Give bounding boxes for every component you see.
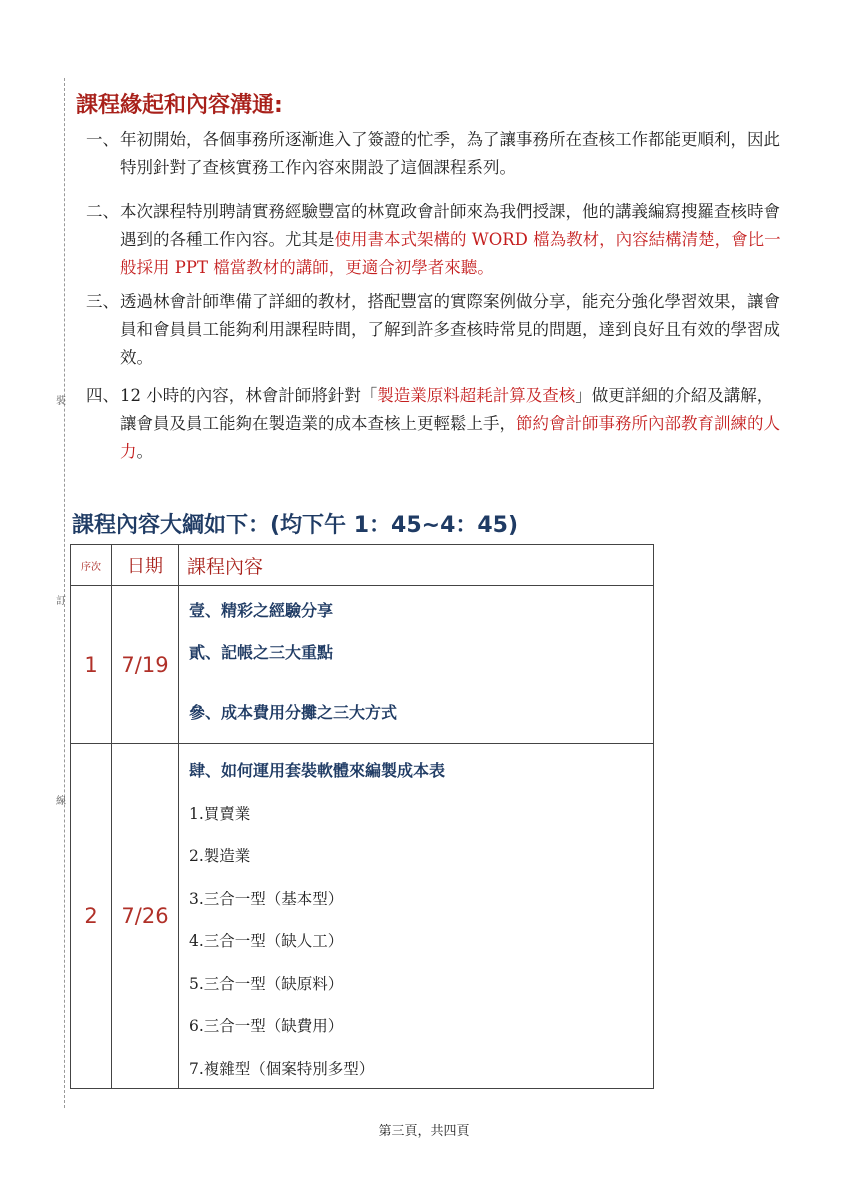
highlighted-text: 製造業原料超耗計算及查核 [377, 386, 576, 405]
seq-cell: 1 [71, 586, 112, 744]
intro-paragraph [86, 126, 788, 182]
section2-title: 課程內容大綱如下：(均下午 1：45~4：45) [72, 513, 519, 538]
date-cell: 7/19 [112, 586, 179, 744]
course-topic: 壹、精彩之經驗分享 [189, 601, 334, 620]
course-subtopic: 2.製造業 [189, 847, 251, 865]
paragraph-text [86, 382, 788, 466]
header-seq: 序次 [71, 545, 112, 586]
text-segment: 透過林會計師準備了詳細的教材，搭配豐富的實際案例做分享，能充分強化學習效果，讓會員和會員員工能夠利用課程時間，了解到許多查核時常見的問題，達到良好且有效的學習成效。 [120, 292, 780, 367]
page-footer: 第三頁，共四頁 [378, 1124, 470, 1139]
course-topic: 參、成本費用分攤之三大方式 [189, 703, 398, 722]
highlighted-text: 節約會計師事務所內部教育訓練的人力 [120, 414, 780, 461]
seq-cell: 2 [71, 744, 112, 1089]
table-header-row [71, 545, 654, 586]
course-subtopic: 4.三合一型（缺人工） [189, 932, 344, 950]
paragraph-number: 三、 [86, 292, 119, 311]
paragraph-number: 一、 [86, 130, 119, 149]
course-subtopic: 5.三合一型（缺原料） [189, 974, 344, 993]
intro-paragraph [86, 288, 788, 372]
text-segment: 」做更詳細的介紹及講解，讓會員及員工能夠在製造業的成本查核上更輕鬆上手， [120, 386, 774, 433]
course-topic: 貳、記帳之三大重點 [189, 643, 334, 662]
course-outline-table [70, 544, 654, 1089]
text-segment: 年初開始，各個事務所逐漸進入了簽證的忙季，為了讓事務所在查核工作都能更順利，因此特別針對了查核實務工作內容來開設了這個課程系列。 [120, 130, 780, 177]
text-segment: 。 [136, 442, 153, 461]
course-subtopic: 1.買賣業 [189, 804, 251, 823]
paragraph-number: 四、 [86, 386, 119, 405]
section1-title: 課程緣起和內容溝通: [76, 93, 283, 118]
header-date: 日期 [112, 545, 179, 586]
course-subtopic: 7.複雜型（個案特別多型） [189, 1059, 375, 1078]
content-cell [179, 744, 654, 1089]
table-row [71, 744, 654, 1089]
table-body [71, 586, 654, 1089]
paragraph-number: 二、 [86, 202, 119, 221]
paragraph-text [86, 126, 788, 182]
paragraph-text [86, 198, 788, 282]
highlighted-text: 使用書本式架構的 WORD 檔為教材，內容結構清楚，會比一般採用 PPT 檔當教材的講師，更適合初學者來聽。 [120, 230, 781, 277]
course-topic: 肆、如何運用套裝軟體來編製成本表 [189, 761, 446, 780]
binding-mark-ding: 訂 [56, 596, 66, 607]
text-segment: 12 小時的內容，林會計師將針對「 [120, 386, 378, 405]
content-cell [179, 586, 654, 744]
intro-paragraph [86, 382, 788, 466]
intro-paragraph [86, 198, 788, 282]
binding-mark-zhuang: 裝 [56, 396, 66, 407]
table-row [71, 586, 654, 744]
course-subtopic: 3.三合一型（基本型） [189, 889, 344, 908]
course-subtopic: 6.三合一型（缺費用） [189, 1017, 344, 1035]
paragraph-text [86, 288, 788, 372]
date-cell: 7/26 [112, 744, 179, 1089]
binding-mark-xian: 線 [56, 796, 66, 807]
text-segment: 本次課程特別聘請實務經驗豐富的林寬政會計師來為我們授課，他的講義編寫搜羅查核時會遇到的各種工作內容。尤其是 [120, 202, 780, 249]
header-content: 課程內容 [179, 545, 654, 586]
